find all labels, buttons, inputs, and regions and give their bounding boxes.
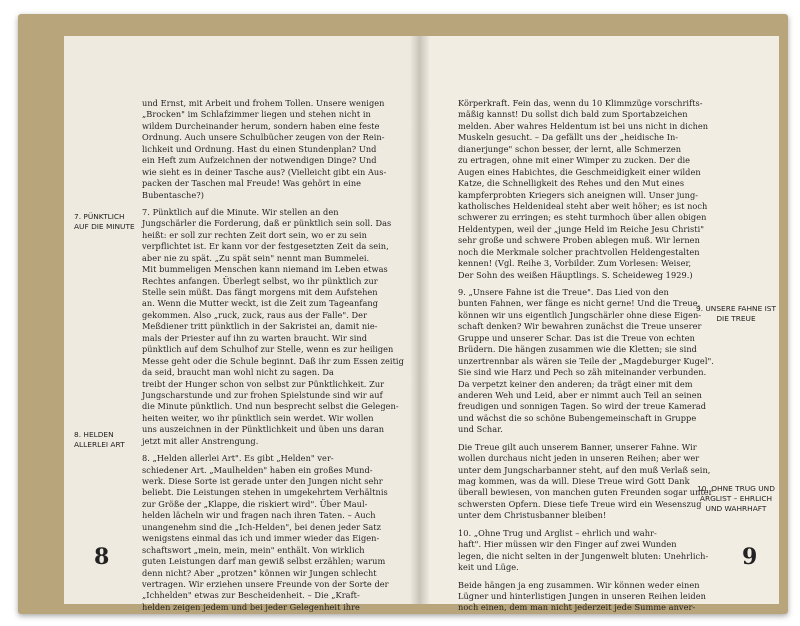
text-line: 8. „Helden allerlei Art". Es gibt „Helden" ver- — [142, 453, 334, 464]
text-line: Augen eines Habichtes, die Geschmeidigkeit einer wilden — [458, 166, 701, 177]
text-line: Messe geht oder die Schule beginnt. Daß ihr zum Essen zeitig — [142, 355, 404, 366]
text-line: schaftswort „mein, mein, mein" enthält. Von wirklich — [142, 544, 365, 555]
text-line: Die Treue gilt auch unserem Banner, unserer Fahne. Wir — [458, 441, 697, 452]
book-gutter — [410, 36, 430, 604]
text-line: Katze, die Schnelligkeit des Rehes und den Mut eines — [458, 178, 685, 189]
right-side-label-2: 10. OHNE TRUG UND ARGLIST – EHRLICH UND WAHRHAFT — [697, 484, 775, 513]
text-line: schwerer zu erringen; es steht turmhoch über allen obigen — [458, 212, 707, 223]
text-line: und wächst die so schöne Bubengemeinschaft in Gruppe — [458, 412, 697, 423]
text-line: 9. „Unsere Fahne ist die Treue". Das Lied von den — [458, 287, 669, 297]
text-line: „Brocken" im Schlafzimmer liegen und stehen nicht in — [142, 109, 371, 120]
text-line: zu ertragen, ohne mit einer Wimper zu zucken. Der die — [458, 155, 691, 166]
text-line: bunten Fahnen, wer fänge es nicht gerne! Und die Treue, — [458, 298, 701, 309]
text-line: Körperkraft. Fein das, wenn du 10 Klimmzüge vorschrifts- — [458, 98, 703, 108]
text-line: pünktlich auf dem Schulhof zur Stelle, wenn es zur heiligen — [142, 344, 394, 355]
right-body-text — [458, 98, 714, 614]
text-line: unzertrennbar als wären sie Teile der „Magdeburger Kugel". — [458, 355, 714, 366]
text-line: melden. Aber wahres Heldentum ist bei uns nicht in dichen — [458, 120, 709, 131]
right-page-number: 9 — [742, 544, 758, 570]
text-line: überall bewiesen, von manchen guten Freunden sogar unter — [458, 487, 713, 498]
left-body-text — [142, 98, 414, 613]
text-line: haft". Hier müssen wir den Finger auf zwei Wunden — [458, 539, 677, 550]
text-line: Da verpetzt keiner den anderen; da trägt einer mit dem — [458, 378, 693, 389]
text-line: da seid, braucht man wohl nicht zu sagen. Da — [142, 367, 334, 378]
text-line: Sie sind wie Harz und Pech so zäh miteinander verbunden. — [458, 367, 707, 378]
booklet — [18, 14, 788, 614]
text-line: können wir uns eigentlich Jungschärler ohne diese Eigen- — [458, 309, 702, 320]
text-line: die Minute pünktlich. Und nun besprecht selbst die Gelegen- — [142, 401, 399, 412]
text-line: schwersten Opfern. Diese tiefe Treue wird ein Wesenszug — [458, 498, 702, 509]
text-line: packen der Taschen mal Freude! Was gehört in eine — [142, 178, 362, 189]
text-line: uns auszeichnen in der Pünktlichkeit und üben uns daran — [142, 424, 385, 435]
text-line: helden lächeln wir und fragen nach ihren Taten. – Auch — [142, 510, 376, 521]
text-line: Heldentypen, weil der „junge Held im Reiche Jesu Christi" — [458, 223, 705, 234]
text-line: Muskeln gesucht. – Da gefällt uns der „heidische In- — [458, 132, 679, 143]
text-line: Ordnung. Auch unsere Schulbücher zeugen von der Rein- — [142, 132, 385, 143]
text-line: und Ernst, mit Arbeit und frohem Tollen. Unsere wenigen — [142, 98, 385, 108]
text-line: helden zeigen jedem und bei jeder Gelegenheit ihre — [142, 601, 360, 612]
text-line: Brüdern. Die hängen zusammen wie die Kletten; sie sind — [458, 344, 697, 355]
text-line: werk. Diese Sorte ist gerade unter den Jungen nicht sehr — [142, 476, 383, 486]
text-line: mäßig kannst! Du sollst dich bald zum Sportabzeichen — [458, 109, 688, 120]
text-line: treibt der Hunger schon von selbst zur Pünktlichkeit. Zur — [142, 378, 385, 389]
text-line: Bubentasche?) — [142, 189, 204, 200]
text-line: lichkeit und Ordnung. Hast du einen Stundenplan? Und — [142, 143, 377, 154]
text-line: legen, die nicht selten in der Jungenwelt bluten: Unehrlich- — [458, 550, 709, 561]
text-line: verpflichtet ist. Er kann vor der festgesetzten Zeit da sein, — [142, 241, 389, 252]
text-line: heißt: er soll zur rechten Zeit dort sein, wo er zu sein — [142, 229, 367, 240]
text-line: an. Wenn die Mutter weckt, ist die Zeit zum Tageanfang — [142, 298, 378, 309]
left-page — [64, 36, 421, 612]
text-line: sehr große und schwere Proben ablegen muß. Wir lernen — [458, 235, 700, 246]
text-line: zur Größe der „Klappe, die riskiert wird". Über Maul- — [142, 498, 368, 509]
text-line: unter dem Christusbanner bleiben! — [458, 510, 607, 521]
text-line: noch die Merkmale solcher prachtvollen Heldengestalten — [458, 246, 700, 257]
text-line: gekommen. Also „ruck, zuck, raus aus der Falle". Der — [142, 309, 368, 320]
text-line: denn nicht? Aber „protzen" können wir Jungen schlecht — [142, 567, 377, 578]
text-line: Gruppe und unserer Schar. Das ist die Treue von echten — [458, 332, 695, 343]
text-line: vertragen. Wir erziehen unsere Freunde von der Sorte der — [142, 578, 389, 589]
text-line: und Schar. — [458, 424, 503, 435]
text-line: Lügner und hinterlistigen Jungen in unseren Reihen leiden — [458, 590, 706, 601]
text-line: Meßdiener tritt pünktlich in der Sakristei an, damit nie- — [142, 321, 378, 332]
text-line: jetzt mit aller Anstrengung. — [142, 435, 259, 446]
text-line: unangenehm sind die „Ich-Helden", bei denen jeder Satz — [142, 521, 381, 532]
left-page-number: 8 — [94, 544, 110, 570]
text-line: mals der Priester auf ihn zu warten braucht. Wir sind — [142, 332, 368, 343]
text-line: Rechtes anfangen. Überlegt selbst, wo ihr pünktlich zur — [142, 275, 378, 286]
right-page — [420, 36, 779, 613]
text-line: anderen Weh und Leid, aber er nimmt auch Teil an seinen — [458, 389, 702, 400]
text-line: guten Leistungen darf man gewiß selbst erzählen; warum — [142, 556, 386, 567]
text-line: schaft denken? Wir bewahren zunächst die Treue unserer — [458, 321, 702, 332]
text-line: dianerjunge" schon besser, der lernt, alle Schmerzen — [458, 143, 682, 154]
text-line: kampferprobten Kriegers sich aneignen will. Unser jung- — [458, 189, 699, 200]
text-line: beliebt. Die Leistungen stehen in umgekehrtem Verhältnis — [142, 487, 388, 498]
left-side-label-2: 8. HELDEN ALLERLEI ART — [74, 430, 125, 449]
text-line: Stelle sein müßt. Das fängt morgens mit dem Aufstehen — [142, 287, 378, 297]
text-line: ein Heft zum Aufzeichnen der notwendigen Dinge? Und — [142, 155, 377, 166]
right-side-label-1: 9. UNSERE FAHNE IST DIE TREUE — [696, 304, 776, 323]
text-line: freudigen und sonnigen Tagen. So wird der treue Kamerad — [458, 401, 707, 412]
text-line: keit und Lüge. — [458, 562, 519, 573]
text-line: kennen! (Vgl. Reihe 3, Vorbilder. Zum Vorlesen: Weiser, — [458, 258, 692, 269]
text-line: wildem Durcheinander herum, sondern haben eine feste — [142, 120, 380, 131]
text-line: noch einen, dem man nicht jederzeit jede Summe anver- — [458, 602, 696, 613]
left-side-label-1: 7. PÜNKTLICH AUF DIE MINUTE — [74, 212, 135, 231]
text-line: wie sieht es in deiner Tasche aus? (Vielleicht gibt ein Aus- — [142, 166, 387, 177]
text-line: wollen durchaus nicht jeden in unseren Reihen; aber wer — [458, 453, 700, 464]
text-line: Jungschärler die Forderung, daß er pünktlich sein soll. Das — [142, 218, 392, 229]
text-line: Beide hängen ja eng zusammen. Wir können weder einen — [458, 579, 700, 590]
text-line: aber nie zu spät. „Zu spät sein" nennt man Bummelei. — [142, 252, 370, 263]
text-line: Der Sohn des weißen Häuptlings. S. Scheideweg 1929.) — [458, 269, 693, 280]
text-line: 10. „Ohne Trug und Arglist – ehrlich und wahr- — [458, 527, 657, 538]
text-line: unter dem Jungscharbanner steht, auf den muß Verlaß sein, — [458, 464, 711, 475]
text-line: katholisches Heldenideal steht aber weit höher; es ist noch — [458, 200, 708, 211]
text-line: Mit bummeligen Menschen kann niemand im Leben etwas — [142, 264, 388, 275]
text-line: schiedener Art. „Maulhelden" haben ein großes Mund- — [142, 464, 373, 475]
text-line: mag kommen, was da will. Diese Treue wird Gott Dank — [458, 476, 690, 486]
text-line: wenigstens einmal das ich und immer wieder das Eigen- — [142, 533, 380, 544]
text-line: 7. Pünktlich auf die Minute. Wir stellen an den — [142, 206, 339, 217]
text-line: Jungscharstunde und zur frohen Spielstunde sind wir auf — [142, 389, 383, 400]
text-line: heiten weiter, wo ihr pünktlich sein werdet. Wir wollen — [142, 412, 374, 423]
text-line: „Ichhelden" etwas zur Bescheidenheit. – Die „Kraft- — [142, 590, 360, 601]
